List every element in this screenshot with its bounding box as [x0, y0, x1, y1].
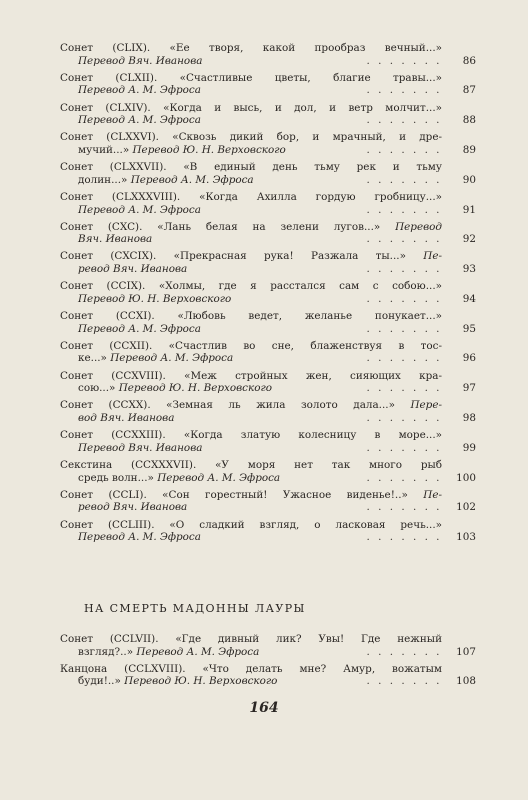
toc-entry	[60, 280, 476, 305]
leader-dots: . . . . . . .	[366, 233, 442, 246]
toc-entry	[60, 310, 476, 335]
entry-translator-line: Перевод Вяч. Иванова	[78, 54, 203, 67]
toc-entry	[60, 191, 476, 216]
leader-dots: . . . . . . .	[366, 84, 442, 97]
entry-title-line: Сонет (CLXII). «Счастливые цветы, благие травы...»	[60, 71, 442, 84]
entry-translator-line: мучий...» Перевод Ю. Н. Верховского	[78, 143, 286, 156]
entry-page-number: 88	[462, 114, 476, 127]
leader-dots: . . . . . . .	[366, 531, 442, 544]
entry-translator-line: ревод Вяч. Иванова	[78, 501, 188, 514]
entry-translator-line: Вяч. Иванова	[78, 233, 153, 246]
leader-dots: . . . . . . .	[366, 441, 442, 454]
entry-title-line: Сонет (CCXII). «Счастлив во сне, блаженствуя в тос-	[60, 339, 442, 352]
toc-entry	[60, 663, 476, 688]
table-of-contents	[60, 42, 476, 548]
entry-page-number: 108	[456, 675, 476, 688]
entry-translator-line: ревод Вяч. Иванова	[78, 263, 188, 276]
entry-title-line: Сонет (CCIX). «Холмы, где я расстался сам с собою...»	[60, 280, 442, 293]
toc-entry	[60, 399, 476, 424]
entry-title-line: Сонет (CLXIV). «Когда и высь, и дол, и ветр молчит...»	[60, 101, 442, 114]
toc-entry	[60, 42, 476, 67]
leader-dots: . . . . . . .	[366, 675, 442, 688]
toc-entry	[60, 633, 476, 658]
entry-page-number: 107	[456, 645, 476, 658]
entry-page-number: 89	[462, 143, 476, 156]
toc-entry	[60, 102, 476, 127]
entry-title-line: Сонет (CCLVII). «Где дивный лик? Увы! Где нежный	[60, 633, 442, 645]
section-title: НА СМЕРТЬ МАДОННЫ ЛАУРЫ	[84, 602, 306, 615]
leader-dots: . . . . . . .	[366, 173, 442, 186]
toc-entry	[60, 429, 476, 454]
entry-translator-line: сою...» Перевод Ю. Н. Верховского	[78, 382, 272, 395]
entry-translator-line: Перевод А. М. Эфроса	[78, 84, 201, 97]
leader-dots: . . . . . . .	[366, 501, 442, 514]
entry-page-number: 97	[462, 382, 476, 395]
leader-dots: . . . . . . .	[366, 645, 442, 658]
leader-dots: . . . . . . .	[366, 411, 442, 424]
toc-entry	[60, 459, 476, 484]
leader-dots: . . . . . . .	[366, 352, 442, 365]
entry-title-line: Сонет (CXCIX). «Прекрасная рука! Разжала ты...» Пе-	[60, 250, 442, 263]
entry-translator-line: Перевод Вяч. Иванова	[78, 441, 203, 454]
toc-entry	[60, 340, 476, 365]
leader-dots: . . . . . . .	[366, 114, 442, 127]
entry-page-number: 100	[456, 471, 476, 484]
entry-translator-line: Перевод А. М. Эфроса	[78, 114, 201, 127]
entry-page-number: 92	[462, 233, 476, 246]
entry-page-number: 86	[462, 54, 476, 67]
table-of-contents-section	[60, 633, 476, 693]
entry-title-line: Канцона (CCLXVIII). «Что делать мне? Амур, вожатым	[60, 662, 442, 675]
entry-title-line: Сонет (CCXXIII). «Когда златую колесницу в море...»	[60, 429, 442, 442]
entry-title-line: Секстина (CCXXXVII). «У моря нет так много рыб	[60, 458, 442, 471]
leader-dots: . . . . . . .	[366, 471, 442, 484]
entry-page-number: 87	[462, 84, 476, 97]
entry-title-line: Сонет (CLIX). «Ее творя, какой прообраз вечный...»	[60, 42, 442, 54]
entry-title-line: Сонет (CLXXXVIII). «Когда Ахилла гордую гробницу...»	[60, 190, 442, 203]
toc-entry	[60, 72, 476, 97]
toc-entry	[60, 161, 476, 186]
entry-page-number: 91	[462, 203, 476, 216]
entry-title-line: Сонет (CCXX). «Земная ль жила золото дала...» Пере-	[60, 399, 442, 412]
entry-page-number: 93	[462, 263, 476, 276]
leader-dots: . . . . . . .	[366, 292, 442, 305]
toc-entry	[60, 370, 476, 395]
toc-entry	[60, 489, 476, 514]
leader-dots: . . . . . . .	[366, 203, 442, 216]
entry-translator-line: взгляд?..» Перевод А. М. Эфроса	[78, 645, 260, 658]
leader-dots: . . . . . . .	[366, 322, 442, 335]
entry-translator-line: буди!..» Перевод Ю. Н. Верховского	[78, 675, 278, 688]
entry-translator-line: Перевод А. М. Эфроса	[78, 322, 201, 335]
toc-entry	[60, 221, 476, 246]
entry-page-number: 94	[462, 292, 476, 305]
entry-translator-line: средь волн...» Перевод А. М. Эфроса	[78, 471, 281, 484]
entry-translator-line: вод Вяч. Иванова	[78, 411, 175, 424]
leader-dots: . . . . . . .	[366, 263, 442, 276]
entry-page-number: 96	[462, 352, 476, 365]
toc-entry	[60, 250, 476, 275]
entry-page-number: 98	[462, 411, 476, 424]
leader-dots: . . . . . . .	[366, 54, 442, 67]
entry-translator-line: ке...» Перевод А. М. Эфроса	[78, 352, 234, 365]
entry-title-line: Сонет (CCLIII). «О сладкий взгляд, о ласковая речь...»	[60, 518, 442, 531]
entry-title-line: Сонет (CLXXVII). «В единый день тьму рек и тьму	[60, 161, 442, 174]
entry-page-number: 103	[456, 531, 476, 544]
leader-dots: . . . . . . .	[366, 143, 442, 156]
entry-title-line: Сонет (CCLI). «Сон горестный! Ужасное виденье!..» Пе-	[60, 488, 442, 501]
entry-page-number: 99	[462, 441, 476, 454]
entry-page-number: 102	[456, 501, 476, 514]
leader-dots: . . . . . . .	[366, 382, 442, 395]
toc-entry	[60, 519, 476, 544]
entry-title-line: Сонет (CLXXVI). «Сквозь дикий бор, и мрачный, и дре-	[60, 131, 442, 144]
toc-entry	[60, 131, 476, 156]
entry-translator-line: Перевод А. М. Эфроса	[78, 203, 201, 216]
entry-translator-line: Перевод Ю. Н. Верховского	[78, 292, 232, 305]
entry-title-line: Сонет (CCXI). «Любовь ведет, желанье понукает...»	[60, 310, 442, 323]
entry-translator-line: долин...» Перевод А. М. Эфроса	[78, 173, 254, 186]
entry-title-line: Сонет (CCXVIII). «Меж стройных жен, сияющих кра-	[60, 369, 442, 382]
page-number: 164	[249, 700, 279, 716]
entry-title-line: Сонет (CXC). «Лань белая на зелени лугов...» Перевод	[60, 220, 442, 233]
entry-page-number: 90	[462, 173, 476, 186]
entry-page-number: 95	[462, 322, 476, 335]
entry-translator-line: Перевод А. М. Эфроса	[78, 531, 201, 544]
